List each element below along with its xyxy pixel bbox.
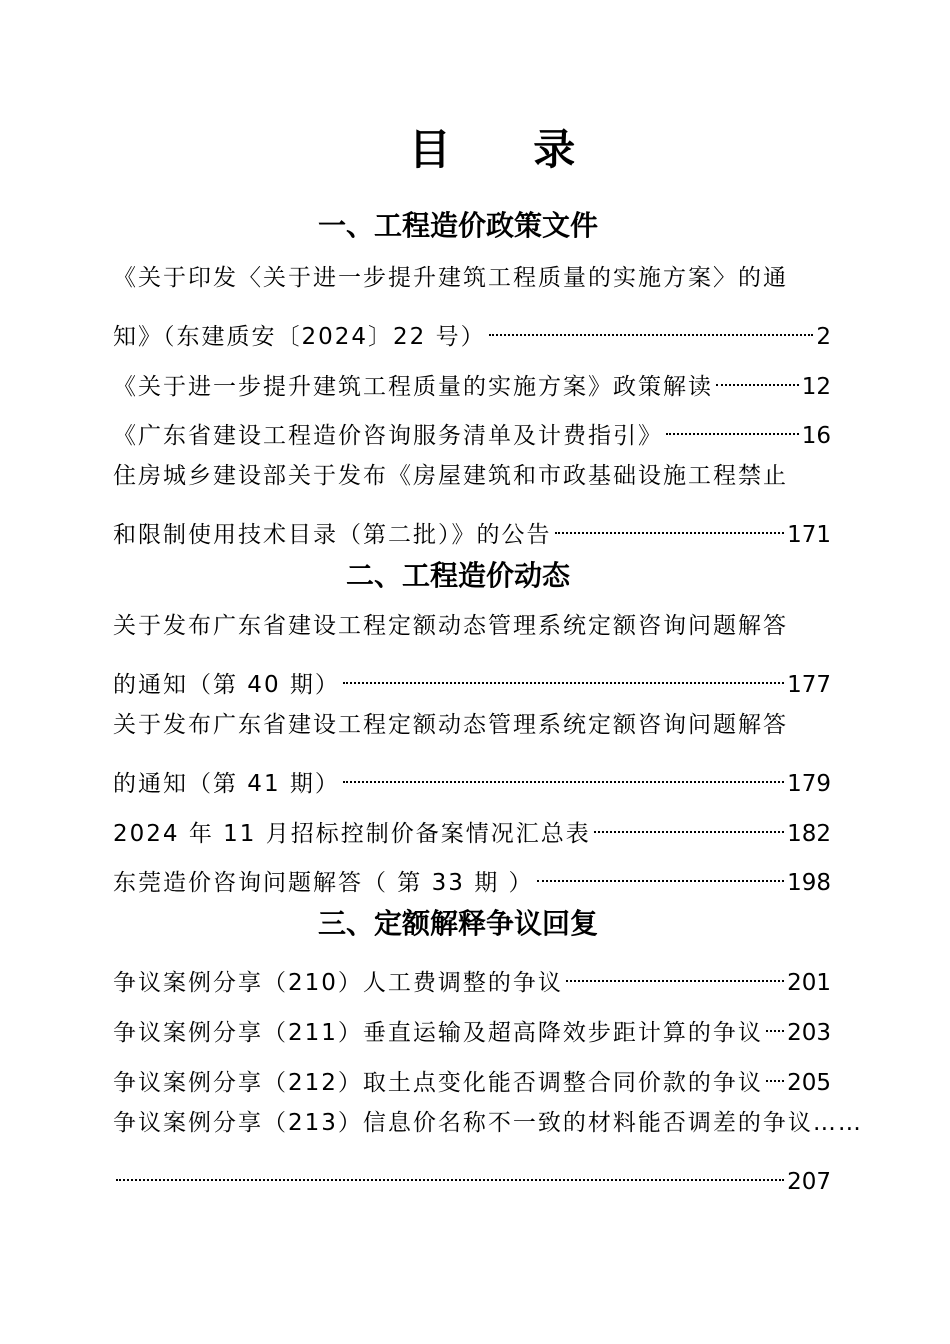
toc-entry-text: 争议案例分享（212）取土点变化能否调整合同价款的争议: [113, 1070, 763, 1096]
dot-leader: [343, 757, 784, 791]
page-number: 203: [787, 1020, 831, 1046]
dot-leader: [594, 807, 784, 841]
toc-entry-text: 的通知（第 40 期）: [113, 672, 340, 698]
toc-entry[interactable]: [113, 508, 831, 548]
dot-leader: [555, 508, 785, 542]
toc-entry-text: 东莞造价咨询问题解答（ 第 33 期 ）: [113, 870, 534, 896]
toc-entry-text: 《关于进一步提升建筑工程质量的实施方案》政策解读: [113, 374, 713, 400]
toc-entry-text: 和限制使用技术目录（第二批）》的公告: [113, 522, 552, 548]
page-number: 16: [801, 423, 831, 449]
toc-entry-line[interactable]: 《关于印发〈关于进一步提升建筑工程质量的实施方案〉的通: [113, 265, 788, 291]
section-heading: 二、工程造价动态: [345, 559, 570, 592]
page-number: 177: [787, 672, 831, 698]
toc-entry-line[interactable]: 住房城乡建设部关于发布《房屋建筑和市政基础设施工程禁止: [113, 463, 788, 489]
toc-entry-text: 知》（东建质安〔2024〕22 号）: [113, 324, 486, 350]
dot-leader: [766, 1056, 784, 1090]
toc-entry-text: 《广东省建设工程造价咨询服务清单及计费指引》: [113, 423, 663, 449]
toc-entry[interactable]: [113, 1155, 831, 1195]
page-number: 201: [787, 970, 831, 996]
section-heading: 三、定额解释争议回复: [317, 907, 598, 940]
page-number: 171: [787, 522, 831, 548]
toc-entry[interactable]: [113, 409, 831, 449]
page-number: 198: [787, 870, 831, 896]
dot-leader: [489, 310, 814, 344]
page-title: 目 录: [408, 125, 610, 174]
toc-entry[interactable]: [113, 956, 831, 996]
dot-leader: [716, 360, 799, 394]
toc-entry[interactable]: [113, 757, 831, 797]
toc-entry-text: 争议案例分享（211）垂直运输及超高降效步距计算的争议: [113, 1020, 763, 1046]
page-number: 207: [787, 1169, 831, 1195]
dot-leader: [766, 1006, 784, 1040]
toc-entry-text: 争议案例分享（210）人工费调整的争议: [113, 970, 563, 996]
toc-entry-line[interactable]: 关于发布广东省建设工程定额动态管理系统定额咨询问题解答: [113, 712, 788, 738]
toc-entry[interactable]: [113, 360, 831, 400]
page-number: 179: [787, 771, 831, 797]
toc-entry[interactable]: [113, 807, 831, 847]
toc-entry-text: 2024 年 11 月招标控制价备案情况汇总表: [113, 821, 591, 847]
dot-leader: [343, 658, 784, 692]
toc-entry-line[interactable]: 争议案例分享（213）信息价名称不一致的材料能否调差的争议……: [113, 1110, 863, 1136]
toc-entry[interactable]: [113, 1056, 831, 1096]
page-number: 182: [787, 821, 831, 847]
toc-entry[interactable]: [113, 1006, 831, 1046]
page-number: 205: [787, 1070, 831, 1096]
toc-entry[interactable]: [113, 310, 831, 350]
page-number: 2: [816, 324, 831, 350]
page-number: 12: [801, 374, 831, 400]
section-heading: 一、工程造价政策文件: [317, 209, 598, 242]
toc-entry[interactable]: [113, 658, 831, 698]
dot-leader: [666, 409, 799, 443]
dot-leader: [537, 856, 785, 890]
dot-leader: [116, 1155, 784, 1189]
toc-entry[interactable]: [113, 856, 831, 896]
toc-entry-line[interactable]: 关于发布广东省建设工程定额动态管理系统定额咨询问题解答: [113, 613, 788, 639]
toc-entry-text: 的通知（第 41 期）: [113, 771, 340, 797]
dot-leader: [566, 956, 784, 990]
